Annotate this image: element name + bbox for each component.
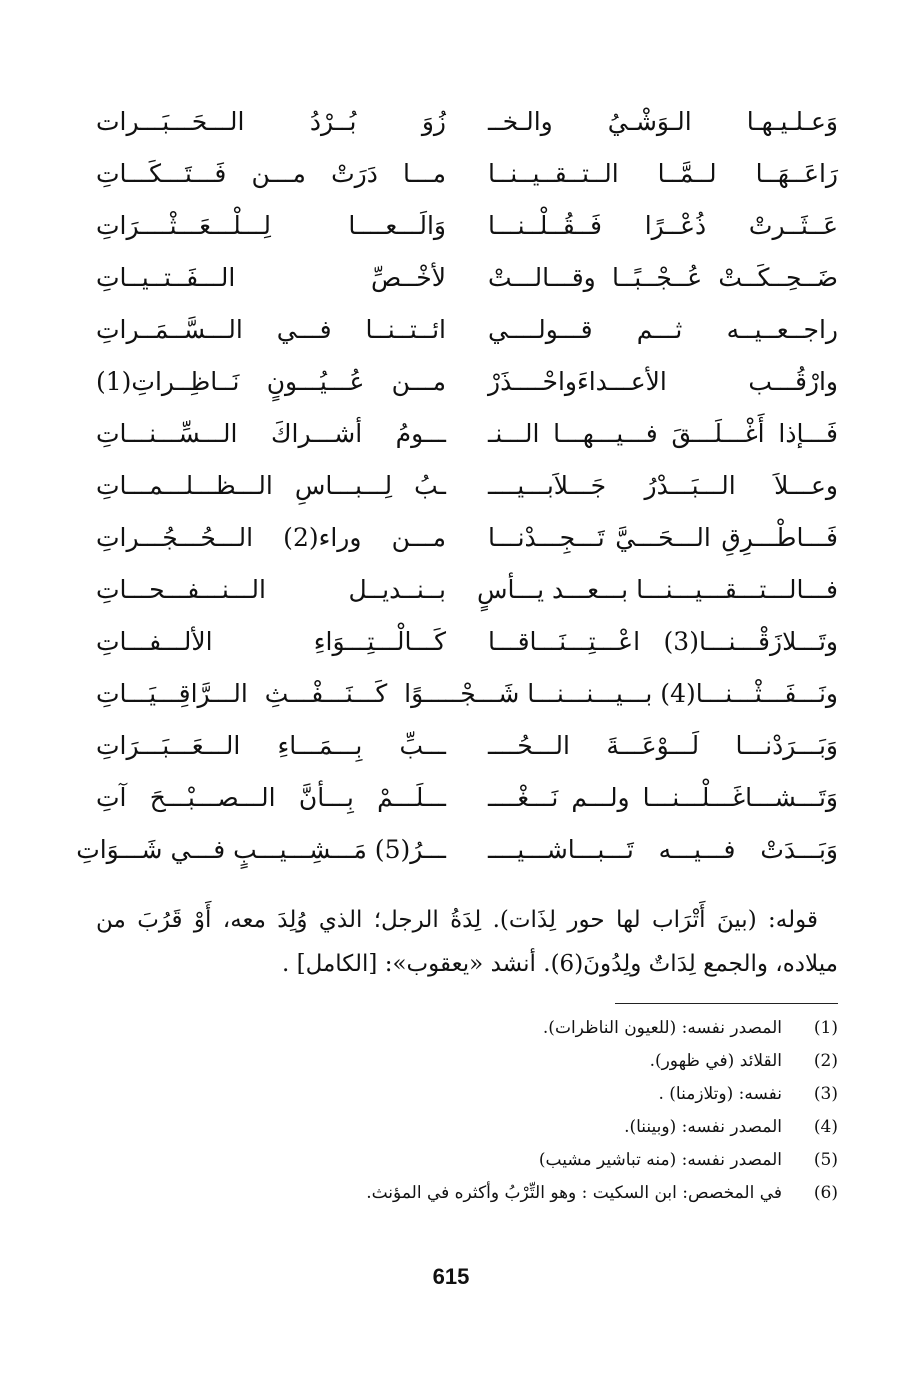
verse-line	[96, 720, 838, 772]
footnote-number: (4)	[813, 1117, 838, 1137]
verse-line	[96, 148, 838, 200]
footnote-text: القلائد (في ظهور).	[649, 1051, 782, 1071]
verse-second-hemistich: مـــن عُـــيُـــونٍ نَــاظِــراتِ(1)	[96, 367, 446, 396]
verse-second-hemistich: بــنــديــل الـــنـــفـــحـــاتِ	[96, 575, 446, 604]
verse-first-hemistich: وارْقُـــب الأعـــداءَواحْــــذَرْ	[488, 367, 838, 396]
verse-line	[76, 824, 838, 876]
verse-line	[96, 512, 838, 564]
page-number: 615	[432, 1264, 470, 1289]
verse-first-hemistich: فـــالـــتـــقـــيـــنـــا بـــعـــد يـــأسٍ	[477, 575, 838, 604]
verse-line	[96, 460, 838, 512]
verse-first-hemistich: وَتَـــشـــاغَـــلْـــنـــا ولـــم نَـــغْــــ	[488, 783, 838, 812]
verse-line	[96, 616, 838, 668]
footnote	[96, 1144, 838, 1177]
verse-line	[96, 96, 838, 148]
verse-line	[96, 356, 838, 408]
footnote-text: المصدر نفسه: (للعيون الناظرات).	[542, 1018, 782, 1038]
verse-first-hemistich: فَـــاطْـــرِقِ الـــحَـــيَّ تَـــجِـــدْنـــا	[488, 523, 838, 552]
verse-second-hemistich: مـــن وراء(2) الـــحُـــجُـــراتِ	[96, 523, 446, 552]
footnote-text: نفسه: (وتلازمنا) .	[658, 1084, 782, 1104]
verse-second-hemistich: كَـــالْـــتِـــوَاءِ الألـــفـــاتِ	[96, 627, 446, 656]
footnote-number: (2)	[813, 1051, 838, 1071]
footnote	[96, 1177, 838, 1210]
verse-second-hemistich: زُوَ بُــرْدُ الـــحَـــبَـــرات	[96, 107, 446, 136]
footnote	[96, 1111, 838, 1144]
footnote-number: (6)	[813, 1183, 838, 1203]
verse-first-hemistich: ونَـــفَـــثْـــنـــا(4) بـــيـــنـــنـــا شَـــجْــ	[445, 679, 838, 708]
footnote	[96, 1078, 838, 1111]
commentary-text: قوله: (بينَ أَتْرَاب لها حور لِذَات). لِدَةُ الرجل؛ الذي وُلِدَ معه، أَوْ قَرُبَ من ميلاده، والجمع لِدَاتٌ ولِدُونَ(6). أنشد «يعقوب»: [الكامل] .	[96, 907, 838, 977]
verse-first-hemistich: وتَـــلازَقْـــنـــا(3) اعْـــتِـــنَـــاقـــا	[488, 627, 838, 656]
poem-verses	[76, 96, 838, 876]
verse-first-hemistich: وعـــلاَ الـــبَـــدْرُ جَـــلاَبـــيــــ	[488, 471, 838, 500]
footnote-text: المصدر نفسه: (وبيننا).	[624, 1117, 782, 1137]
verse-second-hemistich: مـــا دَرَتْ مـــن فَـــتَـــكَـــاتِ	[96, 159, 446, 188]
verse-first-hemistich: ضَــحِــكَــتْ عُــجْــبًــا وقـــالـــتْ	[488, 263, 838, 292]
verse-line	[96, 304, 838, 356]
footnote-number: (1)	[813, 1018, 838, 1038]
footnote	[96, 1045, 838, 1078]
footnote-text: في المخصص: ابن السكيت : وهو التِّرْبُ وأكثره في المؤنث.	[366, 1183, 782, 1203]
verse-line	[96, 564, 838, 616]
verse-second-hemistich: ـــوًا كَـــنَـــفْـــثِ الـــرَّاقِـــيَـــاتِ	[96, 679, 446, 708]
verse-second-hemistich: لأخْــصِّ الـــفَــتــيــاتِ	[96, 263, 446, 292]
verse-second-hemistich: ـــبِّ بِـــمَـــاءِ الـــعَـــبَـــرَاتِ	[96, 731, 446, 760]
verse-second-hemistich: ـبُ لِـــبـــاسِ الـــظـــلـــمـــاتِ	[96, 471, 446, 500]
verse-first-hemistich: راجــعــيــه ثـــم قـــولــــي	[488, 315, 838, 344]
verse-second-hemistich: ائــتــنــا فـــي الـــسَّــمَــراتِ	[96, 315, 446, 344]
footnote	[96, 1012, 838, 1045]
verse-second-hemistich: ـــومُ أشـــراكَ الـــسِّـــنـــاتِ	[96, 419, 446, 448]
footnotes	[96, 1012, 838, 1210]
verse-first-hemistich: فَـــإذا أَغْـــلَـــقَ فـــيـــهـــا الـــنـ	[488, 419, 838, 448]
verse-line	[96, 200, 838, 252]
verse-second-hemistich: ـــرُ(5) مَـــشِـــيـــبٍ فـــي شَـــوَاتِ	[76, 835, 446, 864]
footnote-text: المصدر نفسه: (منه تباشير مشيب)	[538, 1150, 782, 1170]
verse-first-hemistich: وَبَـــدَتْ فـــيـــه تَـــبـــاشـــيــــ	[488, 835, 838, 864]
footnote-number: (3)	[813, 1084, 838, 1104]
verse-first-hemistich: وَبَـــرَدْنـــا لَـــوْعَـــةَ الـــحُــــ	[488, 731, 838, 760]
verse-first-hemistich: عَــثَــرتْ ذُعْــرًا فَــقُــلْــنـــا	[488, 211, 838, 240]
verse-line	[96, 408, 838, 460]
verse-first-hemistich: رَاعَــهَــا لــمَّــا الــتــقــيــنــا	[488, 159, 838, 188]
verse-line	[96, 772, 838, 824]
footnote-separator	[615, 1003, 838, 1004]
verse-line	[96, 668, 838, 720]
verse-line	[96, 252, 838, 304]
commentary-paragraph	[96, 898, 838, 986]
footnote-number: (5)	[813, 1150, 838, 1170]
verse-second-hemistich: وَالَـــعــــا لِـــلْـــعَـــثْــــرَاتِ	[96, 211, 446, 240]
verse-first-hemistich: وَعـلـيـهـا الـوَشْـيُ والـخــ	[488, 107, 838, 136]
verse-second-hemistich: ـــلَـــمْ بِـــأنَّ الـــصـــبْـــحَ آتِ	[96, 783, 446, 812]
